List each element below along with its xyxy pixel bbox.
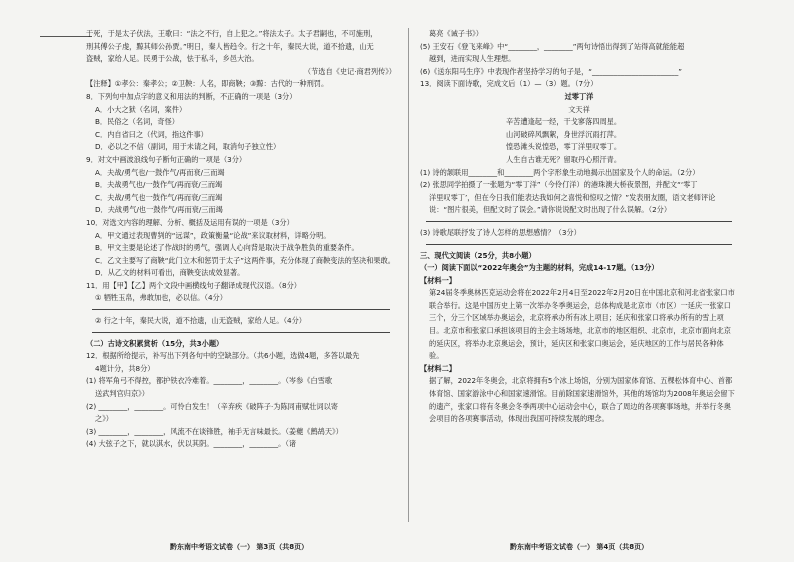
- text-line: 【材料二】: [420, 363, 456, 373]
- text-line: 11．用【甲】【乙】两个文段中画横线句子翻译成现代汉语。（8分）: [86, 280, 301, 290]
- text-line: C．乙文主要写了商鞅“此门立木和惩罚于太子”这两件事，充分体现了商鞅变法的坚决和果敢。: [95, 255, 395, 265]
- text-line: 10．对选文内容的理解、分析、概括及运用有误的一项是（3分）: [86, 217, 294, 227]
- text-line: 惶恐滩头说惶恐，零丁洋里叹零丁。: [506, 142, 622, 152]
- text-line: ② 行之十年，秦民大说，道不拾遗，山无盗贼，家给人足。（4分）: [95, 316, 306, 326]
- text-line: 越到，进而实现人生理想。: [429, 54, 516, 64]
- text-line: 8．下列句中加点字的意义和用法的判断，不正确的一项是（3分）: [86, 91, 297, 101]
- text-line: 辛苦遭逢起一经，干戈寥落四周星。: [506, 117, 622, 127]
- text-line: （节选自《史记·商君列传》）: [303, 66, 396, 76]
- text-line: A．甲文通过表现曹刿的“远谋”，政策衡量“论战”来议取材料，详略分明。: [95, 230, 331, 240]
- text-line: A．小大之狱（名词，案件）: [95, 104, 187, 114]
- text-line: ① 牺牲玉帛，弗敢加也，必以信。（4分）: [95, 293, 227, 303]
- text-line: 4题计分，共8分）: [95, 363, 155, 373]
- text-line: 洋里叹零丁’，但在今日我们能表达我如何之喜悦和惊叹之情？”发表朋友圈，语文老师评论说：“图片很美，但配文时了误会。”请你说说配文时出现了什么误解。（2分）: [429, 192, 716, 215]
- text-line: (5) 王安石《登飞来峰》中“________，________”两句诗悟出得到了站得高就能能超: [420, 41, 685, 51]
- page-footer-left: 黔东南中考语文试卷（一） 第3页（共8页）: [170, 543, 309, 551]
- text-line: B．甲文主要是论述了作战时的勇气，强调人心向背是取决于战争胜负的重要条件。: [95, 243, 359, 253]
- column-divider: [408, 28, 409, 522]
- text-line: B．夫战勇气也/一鼓作气/再而衰/三而竭: [95, 180, 223, 190]
- text-line: C．内自省曰之（代词，指这件事）: [95, 129, 208, 139]
- text-line: 文天祥: [568, 104, 590, 114]
- left-column: [86, 28, 396, 522]
- scan-edge-mark: [40, 36, 92, 37]
- right-column: [420, 28, 738, 522]
- text-line: 据了解，2022年冬奥会，北京将拥有5个冰上场馆，分别为国家体育馆、五棵松体育中心、首都体育馆、国家游泳中心和国家速滑馆。目前除国家速滑馆外，其他的场馆均为2008年奥运会留下的遗产，张家口将有冬奥会冬季两项中心运动会中心，联合了周边的各项赛事场地，并举行冬奥会项目的各项赛事活动，体现出我国可持续发展的理念。: [429, 376, 735, 424]
- text-line: 人生自古谁无死？留取丹心照汗青。: [506, 154, 622, 164]
- text-line: (6)《送东阳马生序》中表现作者坚持学习的句子是，“________________________”: [420, 66, 683, 76]
- text-line: B．民俗之（名词，奇怪）: [95, 117, 179, 127]
- text-line: D．必以之不信（副词，用于未请之间，取消句子独立性）: [95, 142, 281, 152]
- text-line: 三、现代文阅读（25分，共8小题）: [420, 250, 536, 260]
- text-line: (2) ________，________。可怜白发生！（辛弃疾《破阵子·为陈同甫赋壮词以寄: [86, 401, 338, 411]
- text-line: 13．阅读下面诗歌，完成文后（1）—（3）题。（7分）: [420, 79, 598, 89]
- text-line: (4) 大弦子之下，就以淇水，伏以其阴。________，________。（诸: [86, 439, 297, 449]
- text-line: 12．根据所给提示，补写出下列各句中的空缺部分。（共6小题，选做4题，多答以最先: [86, 351, 360, 361]
- text-line: 于死，于是太子伏法，王歌曰：“法之不行，自上犯之。”将法太子。太子君嗣也，不可施刑，: [86, 29, 378, 38]
- answer-line: [92, 309, 390, 310]
- answer-line: [426, 221, 732, 222]
- page-footer-right: 黔东南中考语文试卷（一） 第4页（共8页）: [510, 543, 649, 551]
- text-line: (2) 张思同学拍摄了一张题为“零丁洋”（今伶仃洋）的港珠澳大桥夜景图，并配文“‘零丁: [420, 180, 698, 190]
- text-line: D．从乙文的材料可看出，商鞅变法成效显著。: [95, 268, 245, 278]
- text-line: 盗贼，家给人足。民勇于公战，怯于私斗，乡邑大治。: [86, 54, 259, 64]
- answer-line: [426, 244, 732, 245]
- text-line: (3) ________，________，风流不在谈锋胜，袖手无言味最长。（姜夔《鹧鸪天》）: [86, 426, 343, 436]
- text-line: 葛亮《诫子书》）: [429, 29, 483, 38]
- text-line: 【注释】①孝公：秦孝公；②卫鞅：人名，即商鞅；③黥：古代的一种刑罚。: [86, 79, 329, 89]
- text-line: C．夫战/勇气也一鼓作气/再而衰/三而竭: [95, 192, 223, 202]
- text-line: A．夫战/勇气也/一鼓作气/再而衰/三而竭: [95, 167, 225, 177]
- text-line: (3) 诗歌尾联抒发了诗人怎样的思想感情？（3分）: [420, 227, 581, 237]
- text-line: D．夫战勇气/也一鼓作气/再而衰/三而竭: [95, 205, 223, 215]
- text-line: （一）阅读下面以“2022年奥会”为主题的材料，完成14-17题。（13分）: [420, 263, 659, 273]
- text-line: 送武判官归京》）: [95, 389, 149, 399]
- text-line: (1) 诗的颔联用________和________两个字形象生动地揭示出国家及个人的命运。（2分）: [420, 167, 700, 177]
- text-line: 山河破碎风飘絮，身世浮沉雨打萍。: [506, 129, 622, 139]
- text-line: 过零丁洋: [564, 91, 594, 101]
- text-line: 9．对文中画波浪线句子断句正确的一项是（3分）: [86, 154, 247, 164]
- text-line: (1) 将军角弓不得控，都护铁衣冷难着。________，________。（岑参《白雪歌: [86, 376, 333, 386]
- text-line: 第24届冬季奥林匹克运动会将在2022年2月4日至2022年2月20日在中国北京和河北省张家口市联合举行。这是中国历史上第一次举办冬季奥运会，总体构成是北京市（市区）一延庆一张家口三个，分三个区域举办奥运会，北京将承办所有冰上项目；延庆和张家口将承办所有的雪上项目。北京市和张家口承担该项目的主会主场场地，北京市的地区组织、北京市，北京市面向北京的延庆区，将举办北京奥运会，预计，延庆区和张家口奥运会，延庆地区的工作与居民各种体验。: [429, 288, 735, 361]
- answer-line: [92, 332, 390, 333]
- text-line: （二）古诗文积累赏析（15分，共3小题）: [86, 338, 224, 348]
- text-line: 之》）: [95, 414, 113, 424]
- text-line: 刑其傅公子虔，黥其师公孙贾。”明日，秦人皆趋令。行之十年，秦民大说，道不拾遗，山无: [86, 41, 374, 51]
- text-line: 【材料一】: [420, 275, 456, 285]
